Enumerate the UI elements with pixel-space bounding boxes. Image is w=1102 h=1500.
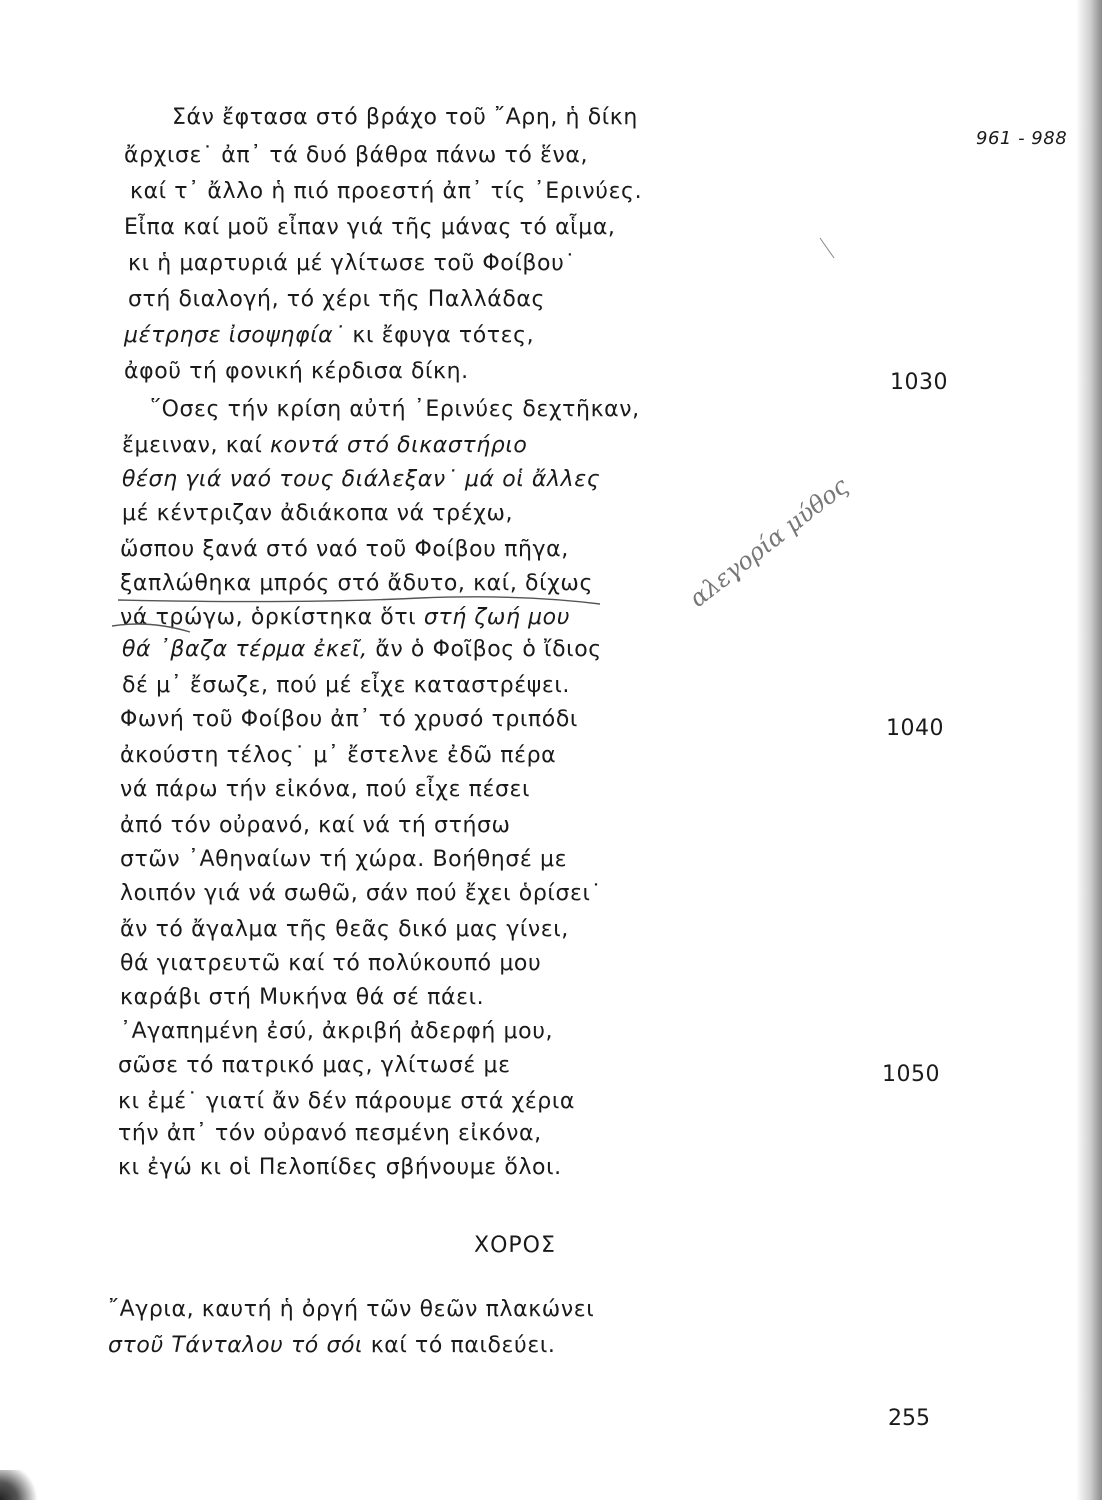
verse-line-segment: θά ᾽βαζα τέρμα ἐκεῖ,: [122, 637, 368, 662]
verse-line-segment: ῞Οσες τήν κρίση αὐτή ᾽Ερινύες δεχτῆκαν,: [150, 397, 640, 422]
verse-line-segment: δέ μ᾽ ἔσωζε, πού μέ εἶχε καταστρέψει.: [122, 673, 570, 698]
verse-line-segment: νά πάρω τήν εἰκόνα, πού εἶχε πέσει: [120, 777, 531, 802]
verse-line-segment: καί τ᾽ ἄλλο ἡ πιό προεστή ἀπ᾽ τίς ᾽Ερινύες.: [130, 179, 643, 204]
chorus-line-segment: ῎Αγρια, καυτή ἡ ὀργή τῶν θεῶν πλακώνει: [108, 1297, 595, 1322]
verse-line-segment: ἀπό τόν οὐρανό, καί νά τή στήσω: [120, 813, 511, 838]
verse-line-segment: καράβι στή Μυκήνα θά σέ πάει.: [120, 985, 485, 1010]
verse-line-segment: λοιπόν γιά νά σωθῶ, σάν πού ἔχει ὁρίσει˙: [120, 881, 603, 906]
margin-note: αλεγορία μύθος: [684, 471, 854, 613]
verse-line-segment: μέ κέντριζαν ἀδιάκοπα νά τρέχω,: [122, 501, 514, 526]
verse-line-segment: ὥσπου ξανά στό ναό τοῦ Φοίβου πῆγα,: [120, 537, 569, 562]
pencil-underline: [118, 597, 600, 604]
verse-line-segment: ᾽Αγαπημένη ἐσύ, ἀκριβή ἀδερφή μου,: [120, 1019, 554, 1044]
verse-line-segment: τήν ἀπ᾽ τόν οὐρανό πεσμένη εἰκόνα,: [118, 1121, 542, 1146]
verse-line-segment: ξαπλώθηκα μπρός στό ἄδυτο, καί, δίχως: [120, 571, 593, 596]
verse-line-segment: θά γιατρευτῶ καί τό πολύκουπό μου: [120, 951, 542, 976]
verse-line-segment: κι ἡ μαρτυριά μέ γλίτωσε τοῦ Φοίβου˙: [128, 251, 577, 276]
pencil-tick: [820, 238, 834, 258]
verse-line-segment: ἄν τό ἄγαλμα τῆς θεᾶς δικό μας γίνει,: [120, 917, 569, 942]
line-number-1050: 1050: [882, 1062, 940, 1087]
verse-line-segment: κι ἐγώ κι οἱ Πελοπίδες σβήνουμε ὅλοι.: [118, 1155, 562, 1180]
verse-line-segment: στῶν ᾽Αθηναίων τή χώρα. Βοήθησέ με: [120, 847, 568, 872]
page-number: 255: [888, 1406, 930, 1431]
chorus-heading: ΧΟΡΟΣ: [474, 1233, 556, 1258]
verse-line-segment: κι ἔφυγα τότες,: [344, 323, 535, 348]
chorus-line-segment: στοῦ Τάνταλου τό σόι: [108, 1333, 364, 1358]
pencil-mark: [112, 624, 190, 632]
verse-line-segment: Φωνή τοῦ Φοίβου ἀπ᾽ τό χρυσό τριπόδι: [120, 707, 578, 732]
chorus-line-segment: καί τό παιδεύει.: [363, 1333, 556, 1358]
verse-line-segment: ἄν ὁ Φοῖβος ὁ ἴδιος: [367, 637, 602, 662]
verse-line-segment: Εἶπα καί μοῦ εἶπαν γιά τῆς μάνας τό αἷμα,: [124, 215, 616, 240]
verse-line-segment: νά τρώγω, ὁρκίστηκα ὅτι: [120, 605, 424, 630]
verse-line-segment: ἀφοῦ τή φονική κέρδισα δίκη.: [124, 359, 469, 384]
line-range-header: 961 - 988: [976, 128, 1068, 149]
verse-line-segment: σῶσε τό πατρικό μας, γλίτωσέ με: [118, 1053, 511, 1078]
verse-line-segment: ἄρχισε˙ ἀπ᾽ τά δυό βάθρα πάνω τό ἕνα,: [124, 143, 589, 168]
verse-line-segment: στή ζωή μου: [423, 605, 571, 630]
line-number-1040: 1040: [886, 716, 944, 741]
margin-note-handwriting: [684, 472, 854, 613]
verse-line-segment: στή διαλογή, τό χέρι τῆς Παλλάδας: [128, 287, 546, 312]
verse-line-segment: μέτρησε ἰσοψηφία˙: [124, 323, 345, 348]
verse-line-segment: ἀκούστη τέλος˙ μ᾽ ἔστελνε ἐδῶ πέρα: [120, 743, 557, 768]
verse-line-segment: κι ἐμέ˙ γιατί ἄν δέν πάρουμε στά χέρια: [118, 1089, 576, 1114]
verse-line-segment: θέση γιά ναό τους διάλεξαν˙ μά οἱ ἄλλες: [122, 467, 601, 492]
verse-line-segment: ἔμειναν, καί: [122, 433, 270, 458]
verse-line-segment: Σάν ἔφτασα στό βράχο τοῦ ῎Αρη, ἡ δίκη: [172, 105, 638, 130]
line-number-1030: 1030: [890, 370, 948, 395]
verse-line-segment: κοντά στό δικαστήριο: [270, 433, 528, 458]
